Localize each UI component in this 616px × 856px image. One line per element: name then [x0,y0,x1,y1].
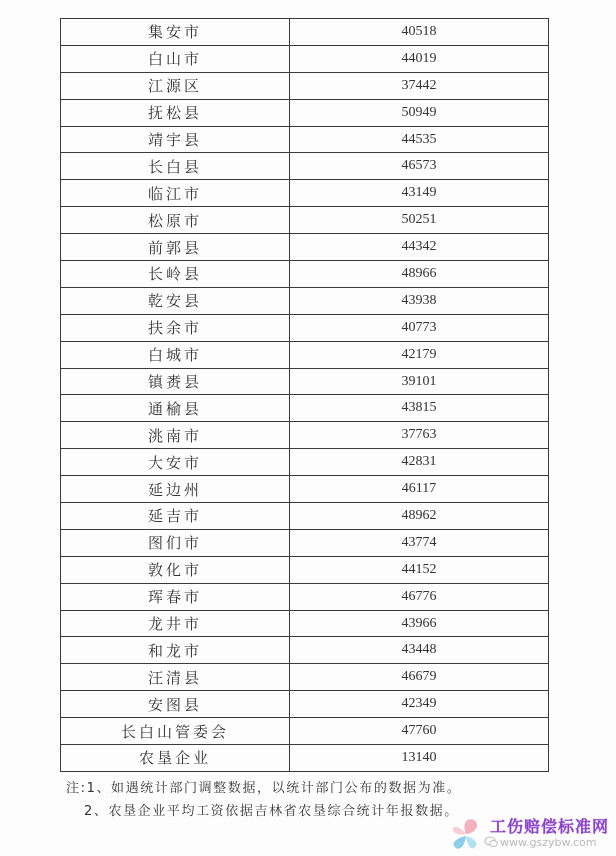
table-row [61,664,549,691]
region-cell: 临江市 [61,180,290,207]
wage-cell: 13140 [290,745,549,772]
region-cell: 长白县 [61,153,290,180]
table-row [61,691,549,718]
region-cell: 安图县 [61,691,290,718]
region-cell: 珲春市 [61,583,290,610]
table-row [61,745,549,772]
region-cell: 延吉市 [61,503,290,530]
wage-cell: 46573 [290,153,549,180]
region-cell: 白山市 [61,45,290,72]
wage-cell: 40773 [290,314,549,341]
table-row [61,341,549,368]
table-row [61,637,549,664]
table-row [61,45,549,72]
wage-cell: 37763 [290,422,549,449]
region-cell: 龙井市 [61,610,290,637]
table-row [61,556,549,583]
wage-cell: 42179 [290,341,549,368]
region-cell: 白城市 [61,341,290,368]
table-row [61,153,549,180]
region-cell: 长岭县 [61,261,290,288]
footnote-1: 注:1、如遇统计部门调整数据，以统计部门公布的数据为准。 [66,781,462,796]
region-cell: 乾安县 [61,287,290,314]
wage-cell: 43774 [290,529,549,556]
region-cell: 通榆县 [61,395,290,422]
table-row [61,99,549,126]
wage-cell: 46776 [290,583,549,610]
table-body [61,19,549,772]
wechat-icon [484,836,498,848]
region-cell: 农垦企业 [61,745,290,772]
butterfly-logo-icon [446,814,486,854]
wage-cell: 46679 [290,664,549,691]
site-watermark [446,812,616,856]
region-cell: 洮南市 [61,422,290,449]
table-row [61,395,549,422]
wage-cell: 43149 [290,180,549,207]
wage-cell: 44535 [290,126,549,153]
wage-cell: 50949 [290,99,549,126]
table-row [61,234,549,261]
watermark-url: www.gszybw.com [500,836,597,849]
region-cell: 前郭县 [61,234,290,261]
region-cell: 长白山管委会 [61,718,290,745]
wage-cell: 50251 [290,207,549,234]
region-cell: 镇赉县 [61,368,290,395]
table-row [61,583,549,610]
wage-cell: 37442 [290,72,549,99]
table-row [61,72,549,99]
wage-cell: 46117 [290,476,549,503]
wage-cell: 47760 [290,718,549,745]
table-row [61,180,549,207]
watermark-title: 工伤赔偿标准网 [490,817,610,836]
region-cell: 扶余市 [61,314,290,341]
region-cell: 抚松县 [61,99,290,126]
table-row [61,476,549,503]
table-row [61,718,549,745]
table-row [61,503,549,530]
table-row [61,529,549,556]
wage-cell: 42349 [290,691,549,718]
wage-cell: 44019 [290,45,549,72]
table-row [61,422,549,449]
footnote-2: 2、农垦企业平均工资依据吉林省农垦综合统计年报数据。 [84,804,459,819]
table-row [61,207,549,234]
footnotes [66,779,461,825]
table-row [61,610,549,637]
wage-cell: 40518 [290,19,549,46]
wage-cell: 44152 [290,556,549,583]
table-row [61,19,549,46]
average-wage-table [60,18,549,772]
wage-cell: 43815 [290,395,549,422]
wage-cell: 42831 [290,449,549,476]
wage-cell: 48962 [290,503,549,530]
region-cell: 松原市 [61,207,290,234]
wage-cell: 43448 [290,637,549,664]
table-row [61,126,549,153]
region-cell: 汪清县 [61,664,290,691]
region-cell: 大安市 [61,449,290,476]
wage-cell: 43938 [290,287,549,314]
table-row [61,368,549,395]
wage-cell: 44342 [290,234,549,261]
table-row [61,314,549,341]
table-row [61,287,549,314]
region-cell: 延边州 [61,476,290,503]
region-cell: 和龙市 [61,637,290,664]
region-cell: 集安市 [61,19,290,46]
table-row [61,261,549,288]
region-cell: 江源区 [61,72,290,99]
table-row [61,449,549,476]
wage-cell: 48966 [290,261,549,288]
region-cell: 图们市 [61,529,290,556]
wage-cell: 43966 [290,610,549,637]
wage-cell: 39101 [290,368,549,395]
region-cell: 敦化市 [61,556,290,583]
region-cell: 靖宇县 [61,126,290,153]
